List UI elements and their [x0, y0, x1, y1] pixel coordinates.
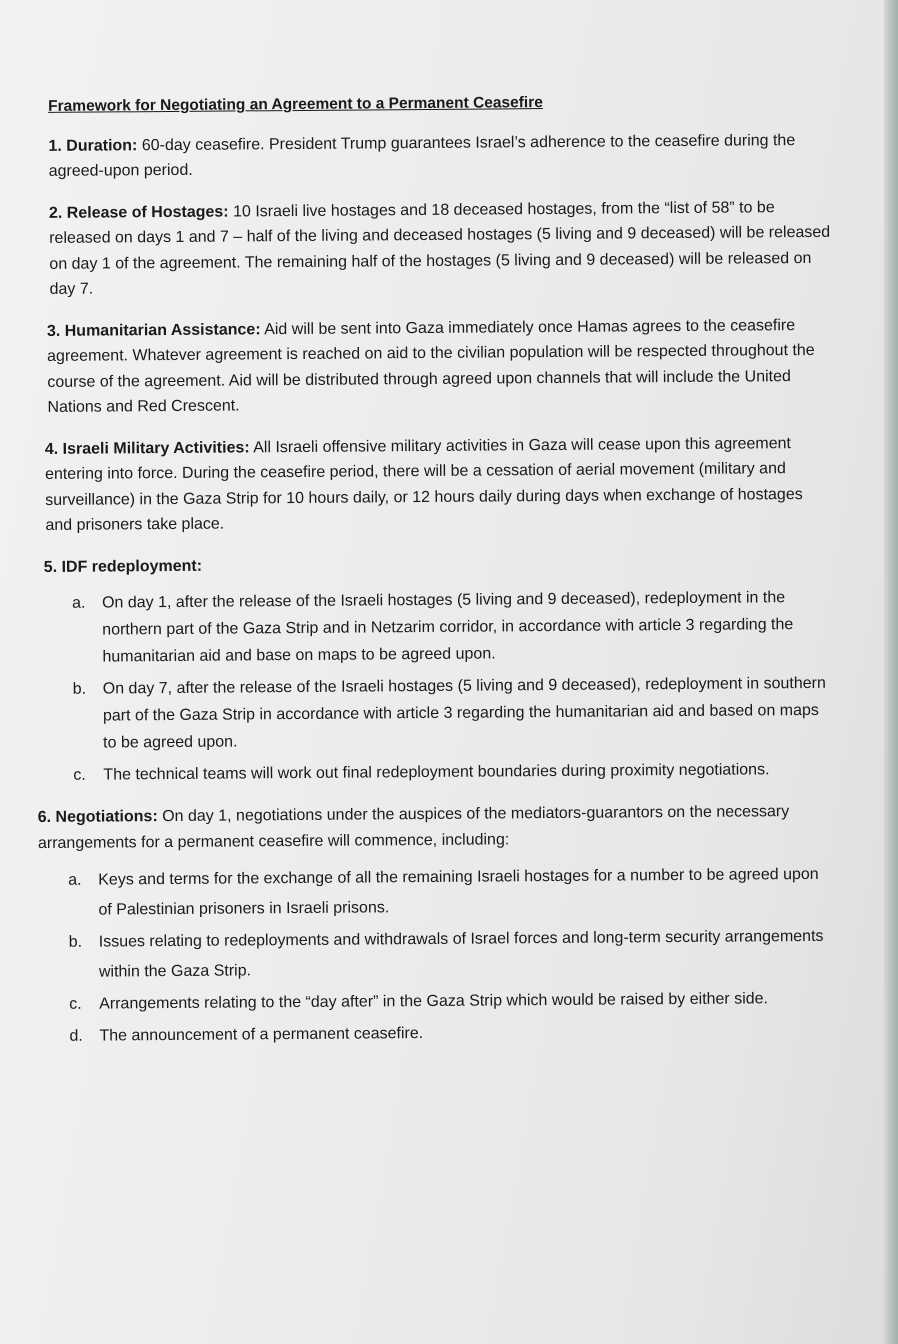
section-heading: 3. Humanitarian Assistance: [46, 320, 261, 340]
list-letter: b. [72, 680, 87, 698]
section-duration [40, 127, 830, 184]
list-item [39, 984, 837, 1020]
list-text: Keys and terms for the exchange of all the remaining Israeli hostages for a number to be agreed upon of Palestinian prisoners in Israeli prisons. [98, 865, 819, 919]
section-paragraph [48, 127, 830, 184]
section-heading: 6. Negotiations: [37, 808, 158, 827]
section-negotiations [38, 799, 838, 1052]
section-paragraph [44, 548, 834, 580]
document-title: Framework for Negotiating an Agreement to a Permanent Ceasefire [48, 94, 543, 115]
section-idf-redeployment [44, 548, 836, 789]
list-item [45, 756, 835, 789]
sub-list [38, 860, 837, 1052]
section-humanitarian-assistance [42, 312, 833, 420]
list-item [38, 860, 836, 926]
section-heading: 2. Release of Hostages: [48, 203, 229, 222]
list-letter: b. [68, 933, 83, 951]
section-release-of-hostages [41, 194, 832, 302]
list-text: On day 7, after the release of the Israeli hostages (5 living and 9 deceased), redeployment in southern part of the Gaza Strip in accordance with article 3 regarding the humanitarian aid and based on maps to be agreed upon. [102, 674, 826, 752]
list-letter: c. [69, 995, 82, 1013]
section-heading: 4. Israeli Military Activities: [44, 438, 250, 458]
list-letter: c. [73, 766, 86, 784]
list-item [39, 922, 837, 988]
list-text: The announcement of a permanent ceasefire. [99, 1025, 424, 1045]
section-text: All Israeli offensive military activities in Gaza will cease upon this agreement entering into force. During the ceasefire period, there will be a cessation of aerial movement (military and surveillance) in the Gaza Strip for 10 hours daily, or 12 hours daily during days when exchange of hostages and prisoners take place. [44, 434, 803, 534]
section-text: Aid will be sent into Gaza immediately once Hamas agrees to the ceasefire agreement. Whatever agreement is reached on aid to the civilian population will be respected throughout the course of the agreement. Aid will be distributed through agreed upon channels that will include the United Nations and Red Crescent. [47, 316, 815, 416]
list-letter: a. [68, 871, 82, 889]
list-item [45, 670, 836, 757]
section-paragraph [38, 799, 836, 856]
list-text: On day 1, after the release of the Israeli hostages (5 living and 9 deceased), redeployment in the northern part of the Gaza Strip and in Netzarim corridor, in accordance with article 3 regarding the humanitarian aid and base on maps to be agreed upon. [101, 589, 794, 666]
list-text: The technical teams will work out final redeployment boundaries during proximity negotiations. [103, 761, 770, 784]
list-item [39, 1016, 837, 1052]
list-letter: a. [71, 594, 86, 612]
section-text: 60-day ceasefire. President Trump guarantees Israel’s adherence to the ceasefire during the agreed-upon period. [48, 131, 796, 180]
list-text: Issues relating to redeployments and withdrawals of Israel forces and long-term security arrangements within the Gaza Strip. [98, 927, 824, 981]
list-text: Arrangements relating to the “day after” in the Gaza Strip which would be raised by either side. [99, 990, 769, 1013]
section-heading: 5. IDF redeployment: [43, 557, 203, 576]
section-israeli-military-activities [43, 430, 834, 538]
section-heading: 1. Duration: [48, 136, 138, 155]
section-paragraph [45, 430, 834, 538]
page-edge [884, 0, 898, 1344]
section-text: 10 Israeli live hostages and 18 deceased hostages, from the “list of 58” to be released on days 1 and 7 – half of the living and deceased hostages (5 living and 9 deceased) will be released on day 1 of the agreement. The remaining half of the hostages (5 living and 9 deceased) will be released on day 7. [49, 198, 831, 298]
section-paragraph [47, 312, 833, 420]
list-item [44, 584, 835, 671]
document-body [37, 82, 838, 1068]
sub-list [44, 584, 836, 789]
section-text: On day 1, negotiations under the auspices of the mediators-guarantors on the necessary arrangements for a permanent ceasefire will commence, including: [37, 803, 790, 852]
section-paragraph [49, 194, 832, 302]
list-letter: d. [69, 1027, 83, 1045]
